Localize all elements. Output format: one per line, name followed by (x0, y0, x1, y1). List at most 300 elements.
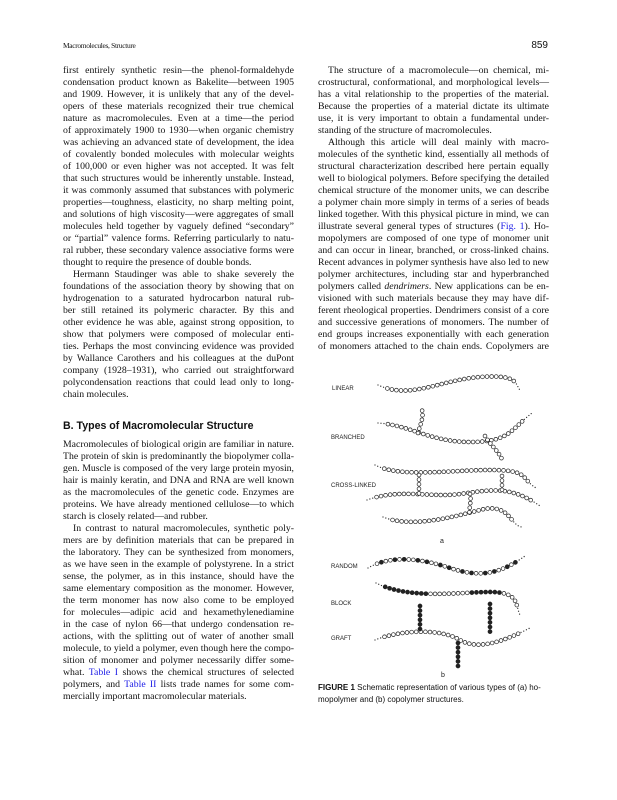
monomer-bead-a (447, 592, 451, 596)
text-line: and successive generations of monomers. The number of (318, 317, 549, 328)
monomer-bead-a (500, 474, 504, 478)
text-line: structural characterization described here pertain equally (318, 161, 549, 172)
monomer-bead-a (423, 519, 427, 523)
monomer-bead-a (500, 483, 504, 487)
monomer-bead-a (441, 517, 445, 521)
monomer-bead-a (439, 437, 443, 441)
text-line: gen. Muscle is composed of the very large protein myosin, (63, 463, 294, 474)
monomer-bead-a (499, 639, 503, 643)
monomer-bead-b (388, 586, 392, 590)
chain-end-dot (526, 417, 527, 418)
monomer-bead-b (415, 591, 419, 595)
monomer-bead-a (474, 468, 478, 472)
caption-text-1: Schematic representation of various types of (a) ho- (354, 683, 541, 692)
chain-end-dot (380, 467, 381, 468)
text-line: polycondensation reactions that could lead only to long- (63, 377, 294, 388)
monomer-bead-a (497, 468, 501, 472)
monomer-bead-a (472, 643, 476, 647)
text-line: In contrast to natural macromolecules, synthetic poly- (73, 523, 294, 534)
monomer-bead-a (402, 492, 406, 496)
text-line: opers of these materials recognized their true chemical (63, 101, 294, 112)
text-line: molecules of the synthetic kind, essentially all methods of (318, 149, 549, 160)
monomer-bead-a (417, 427, 421, 431)
monomer-bead-a (419, 422, 423, 426)
monomer-bead-a (375, 562, 379, 566)
monomer-bead-a (495, 640, 499, 644)
chain-end-dot (384, 423, 385, 424)
text-line: of covalently bonded molecules with molecular weights (63, 149, 294, 160)
text-line: chain molecules. (63, 389, 129, 400)
monomer-bead-a (452, 592, 456, 596)
monomer-bead-b (416, 558, 420, 562)
chain-end-dot (518, 525, 519, 526)
monomer-bead-a (433, 631, 437, 635)
monomer-bead-a (444, 438, 448, 442)
chain-end-dot (377, 466, 378, 467)
monomer-bead-a (508, 377, 512, 381)
monomer-bead-b (484, 590, 488, 594)
caption-label: FIGURE 1 (318, 683, 355, 692)
monomer-bead-a (500, 479, 504, 483)
monomer-bead-a (502, 591, 506, 595)
monomer-bead-a (462, 377, 466, 381)
text-line: of approximately 1900 to 1930—when organic chemistry (63, 125, 294, 136)
monomer-bead-a (442, 592, 446, 596)
monomer-bead-a (400, 519, 404, 523)
monomer-bead-a (499, 509, 503, 513)
chain-end-dot (517, 608, 518, 609)
text-line: mercially important macromolecular materials. (63, 691, 247, 702)
chain-end-dot (516, 384, 517, 385)
monomer-bead-b (456, 655, 460, 659)
monomer-bead-a (417, 492, 421, 496)
monomer-bead-a (457, 440, 461, 444)
text-line: Because the properties of a material dictate its ultimate (318, 101, 549, 112)
text-segment: ). Ho- (524, 221, 549, 232)
text-line: thought to require the presence of double bonds. (63, 257, 252, 268)
chain-end-dot (381, 585, 382, 586)
monomer-bead-a (480, 489, 484, 493)
monomer-bead-a (476, 440, 480, 444)
text-line: of 100,000 or even higher was not accepted. It was felt (63, 161, 294, 172)
monomer-bead-a (503, 511, 507, 515)
monomer-bead-a (485, 489, 489, 493)
chain-end-dot (521, 558, 522, 559)
monomer-bead-a (407, 558, 411, 562)
chain-end-dot (376, 583, 377, 584)
monomer-bead-a (442, 632, 446, 636)
text-line: in the case of nylon 66—that undergo condensation re- (63, 619, 294, 630)
monomer-bead-b (397, 589, 401, 593)
text-line: and 1909. However, it is unlikely that any of the devel- (63, 89, 294, 100)
label-cross-linked: CROSS-LINKED (331, 483, 377, 489)
monomer-bead-a (387, 634, 391, 638)
monomer-bead-a (509, 563, 513, 567)
monomer-bead-b (456, 641, 460, 645)
figure-caption (318, 682, 550, 706)
monomer-bead-a (388, 558, 392, 562)
panel-b-label: b (441, 672, 445, 679)
monomer-bead-b (456, 646, 460, 650)
monomer-bead-a (428, 630, 432, 634)
text-line: of monomers attached to the chain ends. Copolymers are (318, 341, 549, 352)
monomer-bead-b (498, 591, 502, 595)
monomer-bead-b (488, 616, 492, 620)
monomer-bead-a (503, 376, 507, 380)
monomer-bead-a (458, 378, 462, 382)
monomer-bead-a (515, 603, 519, 607)
monomer-bead-a (424, 630, 428, 634)
text-segment: lists trade names for some com- (156, 679, 294, 690)
monomer-bead-a (465, 591, 469, 595)
monomer-bead-a (494, 375, 498, 379)
text-line: properties—toughness, elasticity, no sharp melting point, (63, 197, 294, 208)
chain-end-dot (385, 518, 386, 519)
monomer-bead-b (425, 560, 429, 564)
monomer-bead-b (392, 588, 396, 592)
chain-end-dot (529, 628, 530, 629)
monomer-bead-b (488, 625, 492, 629)
monomer-bead-b (456, 664, 460, 668)
monomer-bead-b (418, 618, 422, 622)
monomer-bead-a (417, 473, 421, 477)
monomer-bead-a (510, 595, 514, 599)
italic-term: dendrimers (384, 281, 429, 292)
text-line: condensation product known as Bakelite—between 1905 (63, 77, 294, 88)
text-line: visioned with such materials because they may have dif- (318, 293, 549, 304)
text-line: the laboratory. They can be synthesized from monomers, (63, 547, 294, 558)
monomer-bead-a (523, 476, 527, 480)
monomer-bead-a (462, 492, 466, 496)
linear-chain (378, 376, 520, 390)
monomer-bead-a (413, 388, 417, 392)
monomer-bead-a (483, 468, 487, 472)
monomer-bead-a (451, 469, 455, 473)
text-line: show that polymers were composed of molecular enti- (63, 329, 294, 340)
monomer-bead-a (501, 567, 505, 571)
monomer-bead-a (494, 437, 498, 441)
text-line: molecule, to yield a polymer, even though here the compo- (63, 643, 294, 654)
chain-end-dot (521, 632, 522, 633)
monomer-bead-a (420, 418, 424, 422)
monomer-bead-a (440, 382, 444, 386)
monomer-bead-a (495, 507, 499, 511)
monomer-bead-b (488, 611, 492, 615)
left-column-top (63, 65, 294, 401)
chain-end-dot (515, 524, 516, 525)
monomer-bead-a (416, 431, 420, 435)
monomer-bead-a (430, 435, 434, 439)
monomer-bead-a (434, 493, 438, 497)
text-line: by Wallance Carothers and his colleagues at the duPont (63, 353, 294, 364)
chain-end-dot (383, 387, 384, 388)
monomer-bead-a (410, 630, 414, 634)
text-line: it was commonly assumed that substances with polymeric (63, 185, 294, 196)
text-line: ber still retained its polymeric character. By this and (63, 305, 294, 316)
text-line: Hermann Staudinger was able to shake severely the (73, 269, 294, 280)
monomer-bead-a (465, 469, 469, 473)
chain-end-dot (536, 503, 537, 504)
monomer-bead-a (481, 643, 485, 647)
monomer-bead-a (410, 470, 414, 474)
text-line: or “partial” valence forms. Referring particularly to natu- (63, 233, 294, 244)
monomer-bead-a (387, 468, 391, 472)
monomer-bead-a (430, 493, 434, 497)
block-copolymer-chain (376, 583, 520, 615)
text-line: as we have seen in the example of polystyrene. In a strict (63, 559, 294, 570)
monomer-bead-a (430, 561, 434, 565)
text-line: Recent advances in polymer synthesis have also led to new (318, 257, 549, 268)
monomer-bead-a (434, 562, 438, 566)
chain-end-dot (372, 498, 373, 499)
text-line: has a vital relationship to the properties of the material. (318, 89, 549, 100)
monomer-bead-a (375, 495, 379, 499)
monomer-bead-b (379, 560, 383, 564)
monomer-bead-a (477, 508, 481, 512)
text-line (63, 667, 294, 679)
monomer-bead-a (480, 440, 484, 444)
chain-end-dot (388, 519, 389, 520)
monomer-bead-a (469, 497, 473, 501)
text-line: end groups increases exponentially with each generation (318, 329, 549, 340)
text-line: Although this article will deal mainly with macro- (328, 137, 549, 148)
monomer-bead-a (433, 592, 437, 596)
monomer-bead-a (503, 637, 507, 641)
monomer-bead-a (512, 379, 516, 383)
monomer-bead-a (398, 558, 402, 562)
monomer-bead-a (508, 635, 512, 639)
text-line: linked together. With this physical picture in mind, we can (318, 209, 549, 220)
monomer-bead-a (452, 567, 456, 571)
monomer-bead-a (510, 517, 514, 521)
crosslinked-chain-top (375, 465, 536, 488)
monomer-bead-a (456, 469, 460, 473)
text-segment: what. (63, 667, 89, 678)
monomer-bead-a (436, 518, 440, 522)
monomer-bead-a (395, 519, 399, 523)
monomer-bead-a (391, 518, 395, 522)
monomer-bead-a (485, 375, 489, 379)
monomer-bead-b (493, 590, 497, 594)
monomer-bead-a (384, 559, 388, 563)
monomer-bead-a (472, 510, 476, 514)
monomer-bead-a (396, 632, 400, 636)
monomer-bead-a (502, 469, 506, 473)
monomer-bead-a (427, 519, 431, 523)
chain-end-dot (535, 487, 536, 488)
reference-link[interactable]: Fig. 1 (500, 221, 525, 232)
text-line: standing of the structure of macromolecules. (318, 125, 492, 136)
text-line: hydrogenation to a saturated hydrocarbon natural rub- (63, 293, 294, 304)
monomer-bead-a (488, 442, 492, 446)
monomer-bead-a (479, 571, 483, 575)
label-graft: GRAFT (331, 636, 352, 642)
text-line (318, 281, 549, 293)
monomer-bead-a (408, 428, 412, 432)
monomer-bead-a (456, 568, 460, 572)
monomer-bead-a (468, 506, 472, 510)
monomer-bead-a (445, 516, 449, 520)
figure-1-polymer-schematic (320, 370, 560, 682)
monomer-bead-a (517, 423, 521, 427)
monomer-bead-a (418, 520, 422, 524)
monomer-bead-a (459, 513, 463, 517)
text-line: mers are by definition materials that can be prepared in (63, 535, 294, 546)
monomer-bead-b (418, 613, 422, 617)
chain-end-dot (377, 639, 378, 640)
chain-end-dot (383, 517, 384, 518)
monomer-bead-a (386, 422, 390, 426)
monomer-bead-a (463, 512, 467, 516)
chain-end-dot (367, 500, 368, 501)
left-column-bottom (63, 439, 294, 703)
text-line: actions, with the splitting out of water of another small (63, 631, 294, 642)
chain-end-dot (380, 386, 381, 387)
monomer-bead-a (404, 389, 408, 393)
monomer-bead-a (497, 452, 501, 456)
monomer-bead-a (437, 470, 441, 474)
chain-end-dot (521, 527, 522, 528)
monomer-bead-a (390, 388, 394, 392)
monomer-bead-b (418, 627, 422, 631)
monomer-bead-a (444, 381, 448, 385)
text-line: and can occur in linear, branched, or cross-linked chains. (318, 245, 549, 256)
text-line: sition of monomer and polymer necessarily differ some- (63, 655, 294, 666)
monomer-bead-a (499, 375, 503, 379)
monomer-bead-a (488, 571, 492, 575)
monomer-bead-a (467, 440, 471, 444)
monomer-bead-b (456, 660, 460, 664)
monomer-bead-a (417, 482, 421, 486)
monomer-bead-a (448, 493, 452, 497)
monomer-bead-a (384, 493, 388, 497)
monomer-bead-a (474, 571, 478, 575)
monomer-bead-a (494, 489, 498, 493)
monomer-bead-a (476, 375, 480, 379)
label-block: BLOCK (331, 601, 352, 607)
monomer-bead-a (396, 469, 400, 473)
monomer-bead-a (457, 492, 461, 496)
monomer-bead-a (510, 429, 514, 433)
monomer-bead-a (432, 518, 436, 522)
monomer-bead-a (393, 492, 397, 496)
monomer-bead-b (488, 590, 492, 594)
chain-end-dot (375, 465, 376, 466)
monomer-bead-a (397, 492, 401, 496)
monomer-bead-a (409, 520, 413, 524)
chain-end-dot (375, 640, 376, 641)
monomer-bead-a (506, 469, 510, 473)
monomer-bead-a (507, 514, 511, 518)
chain-end-dot (529, 415, 530, 416)
monomer-bead-b (505, 565, 509, 569)
running-title: Macromolecules, Structure (63, 41, 136, 50)
text-line (318, 221, 549, 233)
chain-end-dot (369, 499, 370, 500)
monomer-bead-a (450, 515, 454, 519)
text-line: same elementary composition as the monomer. However, (63, 583, 294, 594)
chain-end-dot (380, 638, 381, 639)
text-line: ties. Perhaps the most convincing evidence was provided (63, 341, 294, 352)
section-heading: B. Types of Macromolecular Structure (63, 420, 254, 432)
monomer-bead-a (456, 591, 460, 595)
monomer-bead-a (433, 470, 437, 474)
monomer-bead-a (422, 386, 426, 390)
monomer-bead-a (404, 426, 408, 430)
monomer-bead-a (431, 384, 435, 388)
text-line: molecules held together by vaguely defined “secondary” (63, 221, 294, 232)
monomer-bead-a (481, 507, 485, 511)
text-line: Macromolecules of biological origin are familiar in nature. (63, 439, 294, 450)
text-segment: polymers called (318, 281, 385, 292)
monomer-bead-a (516, 632, 520, 636)
monomer-bead-a (477, 643, 481, 647)
monomer-bead-a (513, 599, 517, 603)
monomer-bead-a (438, 592, 442, 596)
monomer-bead-a (453, 493, 457, 497)
monomer-bead-a (426, 433, 430, 437)
monomer-bead-a (455, 636, 459, 640)
monomer-bead-a (407, 492, 411, 496)
text-line: and solutions of high viscosity—were aggregates of small (63, 209, 294, 220)
monomer-bead-b (492, 570, 496, 574)
text-segment: illustrate several general types of structures ( (318, 221, 501, 232)
monomer-bead-a (446, 633, 450, 637)
monomer-bead-a (428, 470, 432, 474)
monomer-bead-b (418, 623, 422, 627)
reference-link[interactable]: Table II (124, 679, 157, 690)
text-line: crostructural, conformational, and morphological levels— (318, 77, 549, 88)
reference-link[interactable]: Table I (88, 667, 119, 678)
text-line: The protein of skin is predominantly the biopolymer colla- (63, 451, 294, 462)
label-random: RANDOM (331, 564, 358, 570)
chain-end-dot (524, 556, 525, 557)
chain-end-dot (531, 413, 532, 414)
label-branched: BRANCHED (331, 435, 365, 441)
text-line: first entirely synthetic resin—the phenol-formaldehyde (63, 65, 294, 76)
monomer-bead-b (483, 571, 487, 575)
monomer-bead-a (391, 423, 395, 427)
chain-end-dot (518, 386, 519, 387)
monomer-bead-a (525, 496, 529, 500)
monomer-bead-a (521, 494, 525, 498)
monomer-bead-a (500, 456, 504, 460)
monomer-bead-a (421, 559, 425, 563)
monomer-bead-a (519, 473, 523, 477)
text-line: the term monomer has now also come to be employed (63, 595, 294, 606)
monomer-bead-a (391, 469, 395, 473)
monomer-bead-a (465, 570, 469, 574)
text-line: hair is mainly keratin, and DNA and RNA are well known (63, 475, 294, 486)
monomer-bead-a (467, 376, 471, 380)
monomer-bead-a (514, 426, 518, 430)
monomer-bead-a (490, 375, 494, 379)
monomer-bead-b (513, 560, 517, 564)
monomer-bead-b (470, 571, 474, 575)
text-line: use, it is very important to obtain a fundamental under- (318, 113, 549, 124)
monomer-bead-a (388, 493, 392, 497)
monomer-bead-a (414, 630, 418, 634)
monomer-bead-a (420, 409, 424, 413)
monomer-bead-a (451, 635, 455, 639)
monomer-bead-a (515, 471, 519, 475)
monomer-bead-b (438, 563, 442, 567)
monomer-bead-a (468, 492, 472, 496)
monomer-bead-a (479, 468, 483, 472)
monomer-bead-a (401, 470, 405, 474)
monomer-bead-b (488, 602, 492, 606)
monomer-bead-b (410, 591, 414, 595)
